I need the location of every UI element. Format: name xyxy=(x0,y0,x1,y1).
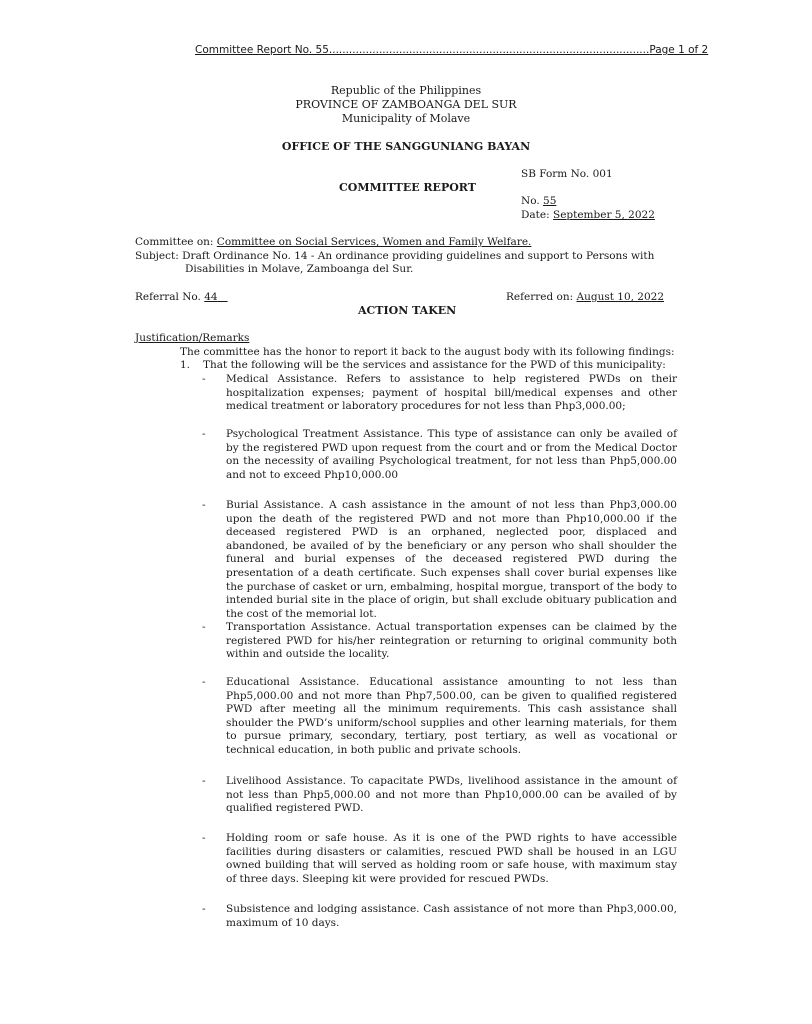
item-dash: - xyxy=(202,621,206,633)
intro-paragraph: The committee has the honor to report it back to the august body with its following findings: xyxy=(180,346,675,358)
report-number-label: No. xyxy=(521,195,540,207)
justification-heading: Justification/Remarks xyxy=(135,332,250,344)
subject-line-2: Disabilities in Molave, Zamboanga del Sur. xyxy=(185,263,414,275)
action-taken-title: ACTION TAKEN xyxy=(358,304,457,317)
report-date-label: Date: xyxy=(521,209,550,221)
office-title: OFFICE OF THE SANGGUNIANG BAYAN xyxy=(281,140,531,153)
header-dot-leader: ................................................................................................ xyxy=(328,44,650,56)
item-medical-assistance: Medical Assistance. Refers to assistance to help registered PWDs on their hospitalization expenses; payment of hospital bill/medical expenses and other medical treatment or laboratory procedures for not less than Php3,000.00; xyxy=(226,373,677,413)
item-psychological-assistance: Psychological Treatment Assistance. This type of assistance can only be availed of by the registered PWD upon request from the court and or from the Medical Doctor on the necessity of availing Psychological treatment, for not less than Php5,000.00 and not to exceed Php10,000.00 xyxy=(226,428,677,481)
form-number: SB Form No. 001 xyxy=(521,168,613,180)
referred-on-row xyxy=(506,291,664,304)
item-dash: - xyxy=(202,903,206,915)
item-holding-room: Holding room or safe house. As it is one of the PWD rights to have accessible facilities during disasters or calamities, rescued PWD shall be housed in an LGU owned building that will served as holding room or safe house, with maximum stay of three days. Sleeping kit were provided for rescued PWDs. xyxy=(226,832,677,885)
referral-row xyxy=(135,291,228,304)
item-dash: - xyxy=(202,373,206,385)
item-educational-assistance: Educational Assistance. Educational assistance amounting to not less than Php5,000.00 and not more than Php7,500.00, can be given to qualified registered PWD after meeting all the minimum requirements. This cash assistance shall shoulder the PWD’s uniform/school supplies and other learning materials, for them to pursue primary, secondary, tertiary, post tertiary, as well as vocational or technical education, in both public and private schools. xyxy=(226,676,677,756)
item-dash: - xyxy=(202,428,206,440)
report-number-row xyxy=(521,195,556,208)
subject-line-1: Draft Ordinance No. 14 - An ordinance providing guidelines and support to Persons with xyxy=(182,250,655,262)
report-title: COMMITTEE REPORT xyxy=(339,181,476,194)
committee-row xyxy=(135,236,531,249)
item-transportation-assistance: Transportation Assistance. Actual transportation expenses can be claimed by the registered PWD for his/her reintegration or returning to original community both within and outside the locality. xyxy=(226,621,677,661)
letterhead-municipality: Municipality of Molave xyxy=(341,112,471,125)
referred-on-label: Referred on: xyxy=(506,291,574,303)
running-header xyxy=(195,44,709,56)
header-page-number: Page 1 of 2 xyxy=(649,44,709,56)
letterhead-province: PROVINCE OF ZAMBOANGA DEL SUR xyxy=(295,98,517,111)
item-dash: - xyxy=(202,499,206,511)
report-date-value: September 5, 2022 xyxy=(553,209,655,221)
referral-label: Referral No. xyxy=(135,291,201,303)
item-dash: - xyxy=(202,832,206,844)
subject-label: Subject: xyxy=(135,250,179,262)
item-subsistence-lodging: Subsistence and lodging assistance. Cash assistance of not more than Php3,000.00, maximum of 10 days. xyxy=(226,903,677,929)
letterhead-republic: Republic of the Philippines xyxy=(330,84,482,97)
committee-value: Committee on Social Services, Women and Family Welfare. xyxy=(216,236,532,248)
referred-on-value: August 10, 2022 xyxy=(576,291,665,303)
point-1-text: That the following will be the services and assistance for the PWD of this municipality: xyxy=(203,359,666,371)
item-dash: - xyxy=(202,676,206,688)
report-date-row xyxy=(521,209,655,222)
header-report-number: Committee Report No. 55 xyxy=(195,44,329,56)
item-dash: - xyxy=(202,775,206,787)
item-burial-assistance: Burial Assistance. A cash assistance in the amount of not less than Php3,000.00 upon the death of the registered PWD and not more than Php10,000.00 if the deceased registered PWD is an orphaned, neglected poor, displaced and abandoned, be availed of by the beneficiary or any person who shall shoulder the funeral and burial expenses of the deceased registered PWD during the presentation of a death certificate. Such expenses shall cover burial expenses like the purchase of casket or urn, embalming, hospital morgue, transport of the body to intended burial site in the place of origin, but shall exclude obituary publication and the cost of the memorial lot. xyxy=(226,499,677,620)
referral-value: 44 xyxy=(204,291,218,303)
item-livelihood-assistance: Livelihood Assistance. To capacitate PWDs, livelihood assistance in the amount of not less than Php5,000.00 and not more than Php10,000.00 can be availed of by qualified registered PWD. xyxy=(226,775,677,815)
report-number-value: 55 xyxy=(543,195,557,207)
committee-label: Committee on: xyxy=(135,236,214,248)
subject-block xyxy=(135,250,677,276)
point-1-number: 1. xyxy=(180,359,191,371)
